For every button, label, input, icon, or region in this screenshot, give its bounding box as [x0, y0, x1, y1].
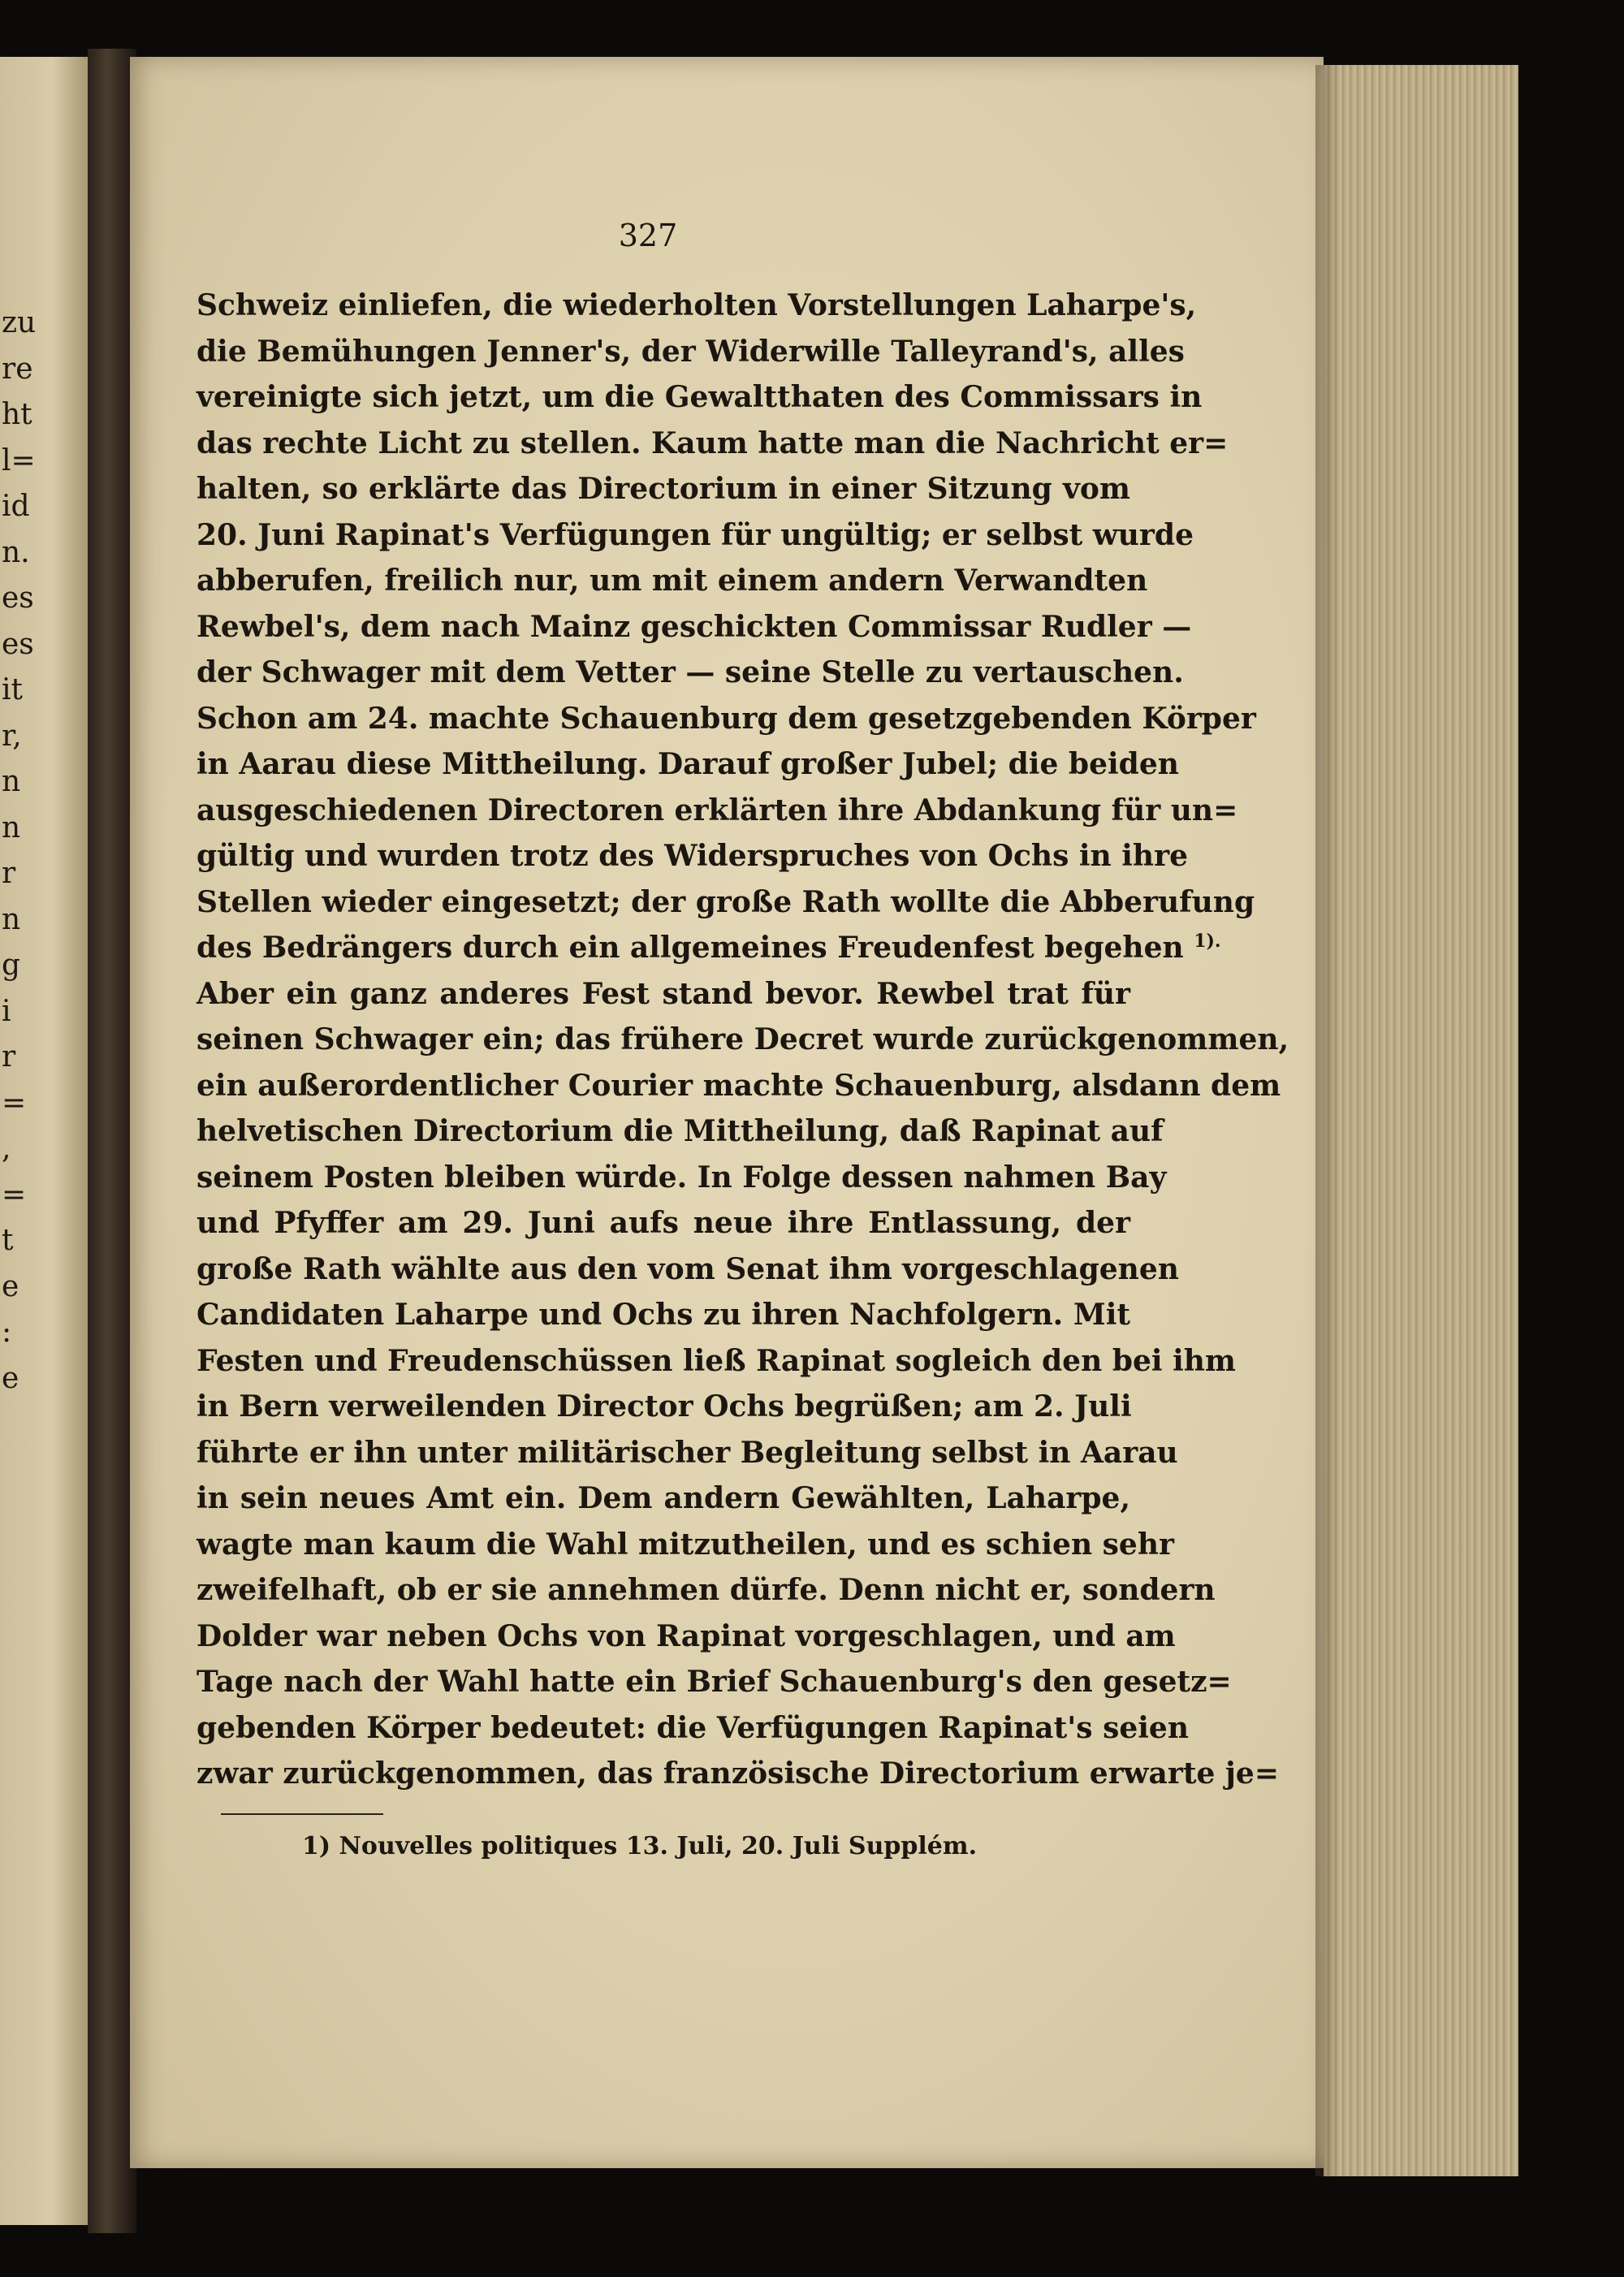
footnote-divider [221, 1813, 383, 1815]
previous-page-edge [0, 57, 88, 2225]
text-line: Schweiz einliefen, die wiederholten Vorstellungen Laharpe's, [197, 288, 1197, 322]
footnote-reference: 1). [1194, 931, 1221, 952]
fragment-line: e [2, 1269, 19, 1303]
text-line: helvetischen Directorium die Mittheilung, daß Rapinat auf [197, 1114, 1164, 1148]
fragment-line: t [2, 1224, 14, 1257]
fragment-line: re [2, 352, 33, 386]
fragment-line: n [2, 810, 21, 845]
text-line: Rewbel's, dem nach Mainz geschickten Commissar Rudler — [197, 609, 1192, 644]
fragment-line: zu [2, 306, 37, 339]
text-line: Dolder war neben Ochs von Rapinat vorgeschlagen, und am [197, 1618, 1176, 1653]
fragment-line: n [2, 902, 21, 936]
fragment-line: g [2, 948, 21, 982]
text-line: ausgeschiedenen Directoren erklärten ihre Abdankung für un= [197, 793, 1238, 827]
fragment-line: id [2, 490, 30, 523]
fragment-line: r, [2, 719, 22, 753]
fragment-line: = [2, 1177, 27, 1212]
text-line: Candidaten Laharpe und Ochs zu ihren Nachfolgern. Mit [197, 1298, 1130, 1332]
text-line: in Bern verweilenden Director Ochs begrüßen; am 2. Juli [197, 1389, 1132, 1424]
text-line: große Rath wählte aus den vom Senat ihm vorgeschlagenen [197, 1251, 1179, 1286]
text-line: und Pfyffer am 29. Juni aufs neue ihre Entlassung, der [197, 1206, 1130, 1240]
fragment-line: i [2, 994, 11, 1028]
text-line: vereinigte sich jetzt, um die Gewaltthaten des Commissars in [197, 380, 1203, 414]
text-line: Stellen wieder eingesetzt; der große Rath wollte die Abberufung [197, 884, 1255, 919]
text-line: Tage nach der Wahl hatte ein Brief Schauenburg's den gesetz= [197, 1665, 1232, 1699]
text-line: in Aarau diese Mittheilung. Darauf großer Jubel; die beiden [197, 747, 1179, 781]
text-line: 20. Juni Rapinat's Verfügungen für ungültig; er selbst wurde [197, 517, 1194, 552]
text-line: halten, so erklärte das Directorium in einer Sitzung vom [197, 472, 1130, 506]
text-line: das rechte Licht zu stellen. Kaum hatte man die Nachricht er= [197, 426, 1229, 460]
text-line: seinen Schwager ein; das frühere Decret wurde zurückgenommen, [197, 1022, 1289, 1056]
fragment-line: r [2, 857, 16, 890]
fragment-line: l= [2, 443, 36, 477]
fragment-line: it [2, 673, 23, 706]
text-line: zwar zurückgenommen, das französische Directorium erwarte je= [197, 1756, 1280, 1791]
previous-page-line-fragments [2, 300, 83, 1402]
text-line: zweifelhaft, ob er sie annehmen dürfe. Denn nicht er, sondern [197, 1573, 1216, 1607]
text-line: abberufen, freilich nur, um mit einem andern Verwandten [197, 564, 1148, 598]
page-number: 327 [618, 218, 678, 253]
text-line: führte er ihn unter militärischer Begleitung selbst in Aarau [197, 1435, 1178, 1470]
text-line: Festen und Freudenschüssen ließ Rapinat sogleich den bei ihm [197, 1343, 1237, 1378]
page-edge-shadow [1315, 65, 1340, 2176]
fragment-line: es [2, 581, 34, 615]
page-body-text [197, 283, 1289, 1797]
text-line-with-footnote [197, 925, 1221, 971]
fragment-line: n. [2, 535, 30, 569]
text-line: gültig und wurden trotz des Widerspruches von Ochs in ihre [197, 839, 1188, 873]
text-line: wagte man kaum die Wahl mitzutheilen, und es schien sehr [197, 1527, 1174, 1562]
fragment-line: e [2, 1361, 19, 1395]
fragment-line: es [2, 627, 34, 661]
text-line: Schon am 24. machte Schauenburg dem gesetzgebenden Körper [197, 701, 1256, 736]
fragment-line: = [2, 1086, 27, 1120]
text-line: ein außerordentlicher Courier machte Schauenburg, alsdann dem [197, 1068, 1281, 1103]
text-line: seinem Posten bleiben würde. In Folge dessen nahmen Bay [197, 1160, 1167, 1195]
text-line: der Schwager mit dem Vetter — seine Stelle zu vertauschen. [197, 655, 1184, 689]
text-line: in sein neues Amt ein. Dem andern Gewählten, Laharpe, [197, 1481, 1130, 1515]
text-line: die Bemühungen Jenner's, der Widerwille Talleyrand's, alles [197, 334, 1185, 369]
fragment-line: , [2, 1132, 11, 1165]
page-block-edge [1324, 65, 1518, 2176]
text-line: Aber ein ganz anderes Fest stand bevor. Rewbel trat für [197, 976, 1130, 1011]
fragment-line: ht [2, 398, 32, 431]
fragment-line: r [2, 1040, 16, 1074]
book-gutter [88, 49, 136, 2233]
fragment-line: n [2, 765, 21, 798]
text-line: gebenden Körper bedeutet: die Verfügungen Rapinat's seien [197, 1710, 1190, 1745]
text-line: des Bedrängers durch ein allgemeines Freudenfest begehen [197, 931, 1184, 965]
footnote: 1) Nouvelles politiques 13. Juli, 20. Juli Supplém. [302, 1832, 978, 1860]
fragment-line: : [2, 1316, 12, 1349]
